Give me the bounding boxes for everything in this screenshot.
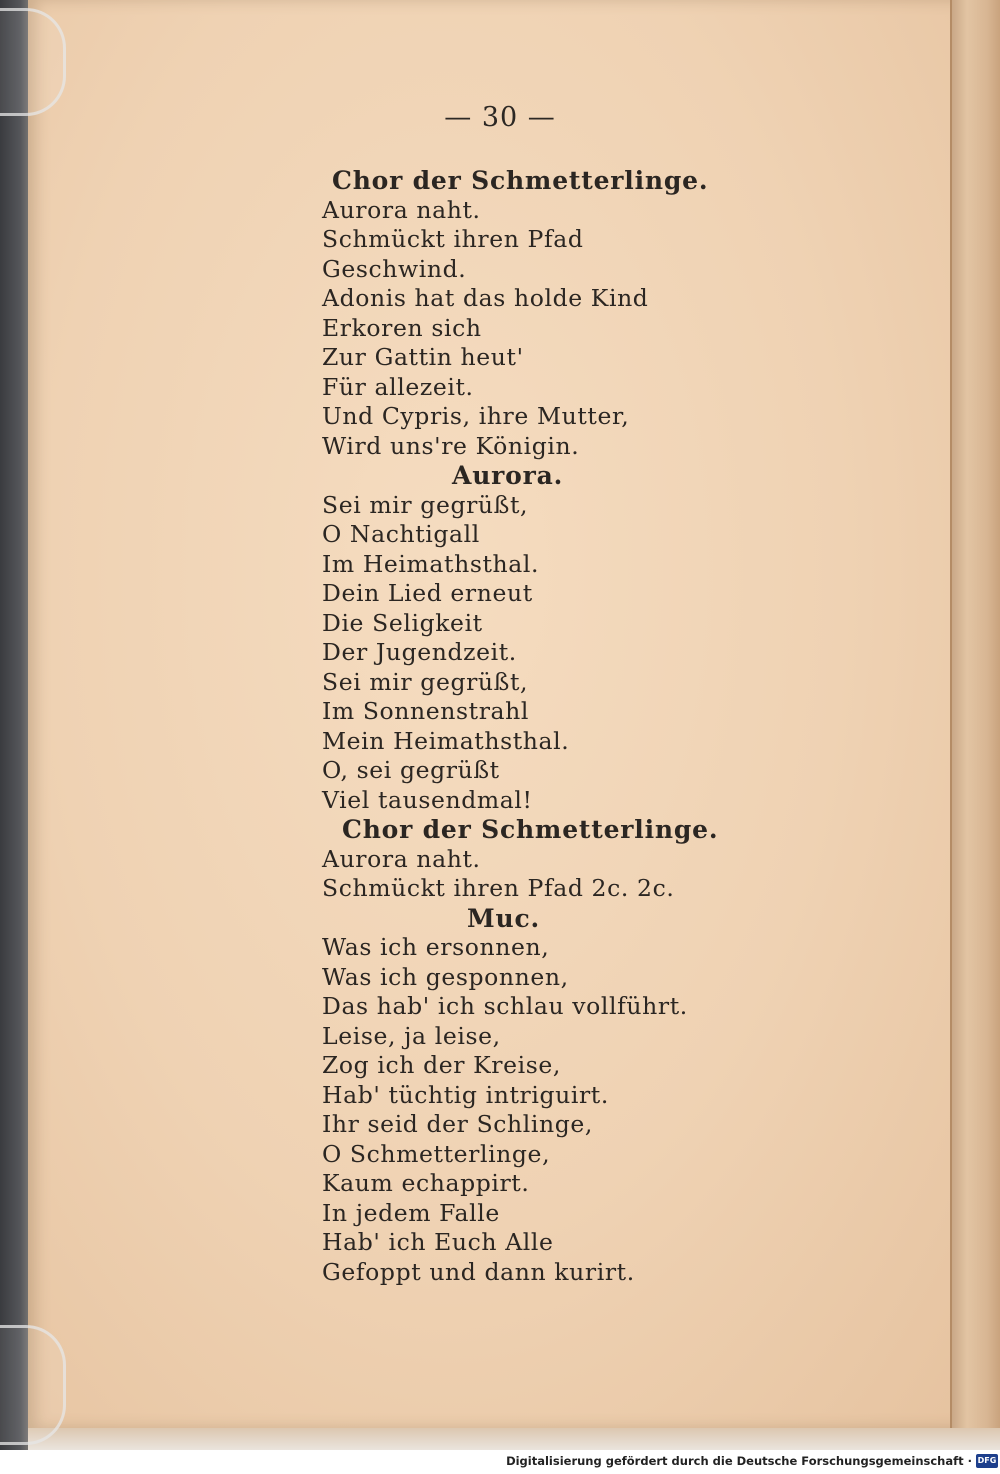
verse-line: O Schmetterlinge, <box>322 1139 551 1168</box>
footer-credit: Digitalisierung gefördert durch die Deutsche Forschungsgemeinschaft · <box>506 1454 972 1468</box>
top-clip <box>0 8 66 116</box>
verse-line: Zog ich der Kreise, <box>322 1051 561 1079</box>
verse-line: Im Sonnenstrahl <box>322 697 529 725</box>
bottom-clip <box>0 1325 66 1445</box>
verse-line: Gefoppt und dann kurirt. <box>322 1257 635 1286</box>
verse-line: Ihr seid der Schlinge, <box>322 1110 593 1138</box>
verse-line: In jedem Falle <box>322 1198 500 1227</box>
verse-line: Das hab' ich schlau vollführt. <box>322 992 688 1020</box>
verse-line: Was ich gesponnen, <box>322 962 569 991</box>
verse-text <box>322 166 882 1287</box>
verse-line: Für allezeit. <box>322 372 474 401</box>
verse-line: Leise, ja leise, <box>322 1021 501 1050</box>
verse-line: Viel tausendmal! <box>322 785 533 814</box>
verse-line: Aurora naht. <box>322 844 481 873</box>
verse-line: Wird uns're Königin. <box>322 431 580 460</box>
verse-line: Schmückt ihren Pfad 2c. 2c. <box>322 874 675 902</box>
verse-line: Schmückt ihren Pfad <box>322 225 584 253</box>
verse-line: O, sei gegrüßt <box>322 756 500 784</box>
verse-line: Sei mir gegrüßt, <box>322 667 529 696</box>
verse-line: Zur Gattin heut' <box>322 343 524 371</box>
verse-line: Im Heimathsthal. <box>322 549 540 578</box>
verse-line: Aurora naht. <box>322 195 481 224</box>
verse-line: Erkoren sich <box>322 313 482 342</box>
verse-line: Hab' ich Euch Alle <box>322 1228 554 1256</box>
verse-line: Kaum echappirt. <box>322 1169 530 1197</box>
verse-line: Die Seligkeit <box>322 608 483 637</box>
speaker-heading: Chor der Schmetterlinge. <box>332 166 709 195</box>
verse-line: Sei mir gegrüßt, <box>322 490 529 519</box>
page-stack-edge <box>950 0 1000 1428</box>
page-bottom-edge <box>28 1428 1000 1450</box>
verse-line: Und Cypris, ihre Mutter, <box>322 402 630 430</box>
speaker-heading: Chor der Schmetterlinge. <box>342 815 719 844</box>
verse-line: Dein Lied erneut <box>322 579 533 607</box>
verse-line: Adonis hat das holde Kind <box>322 284 649 312</box>
dfg-logo: DFG <box>976 1454 998 1468</box>
verse-line: O Nachtigall <box>322 520 480 548</box>
verse-line: Was ich ersonnen, <box>322 933 550 961</box>
verse-line: Mein Heimathsthal. <box>322 726 570 755</box>
speaker-heading: Muc. <box>467 903 540 933</box>
page-number: — 30 — <box>444 102 556 133</box>
speaker-heading: Aurora. <box>452 461 564 490</box>
verse-line: Der Jugendzeit. <box>322 638 517 666</box>
verse-line: Geschwind. <box>322 254 467 283</box>
verse-line: Hab' tüchtig intriguirt. <box>322 1080 609 1109</box>
